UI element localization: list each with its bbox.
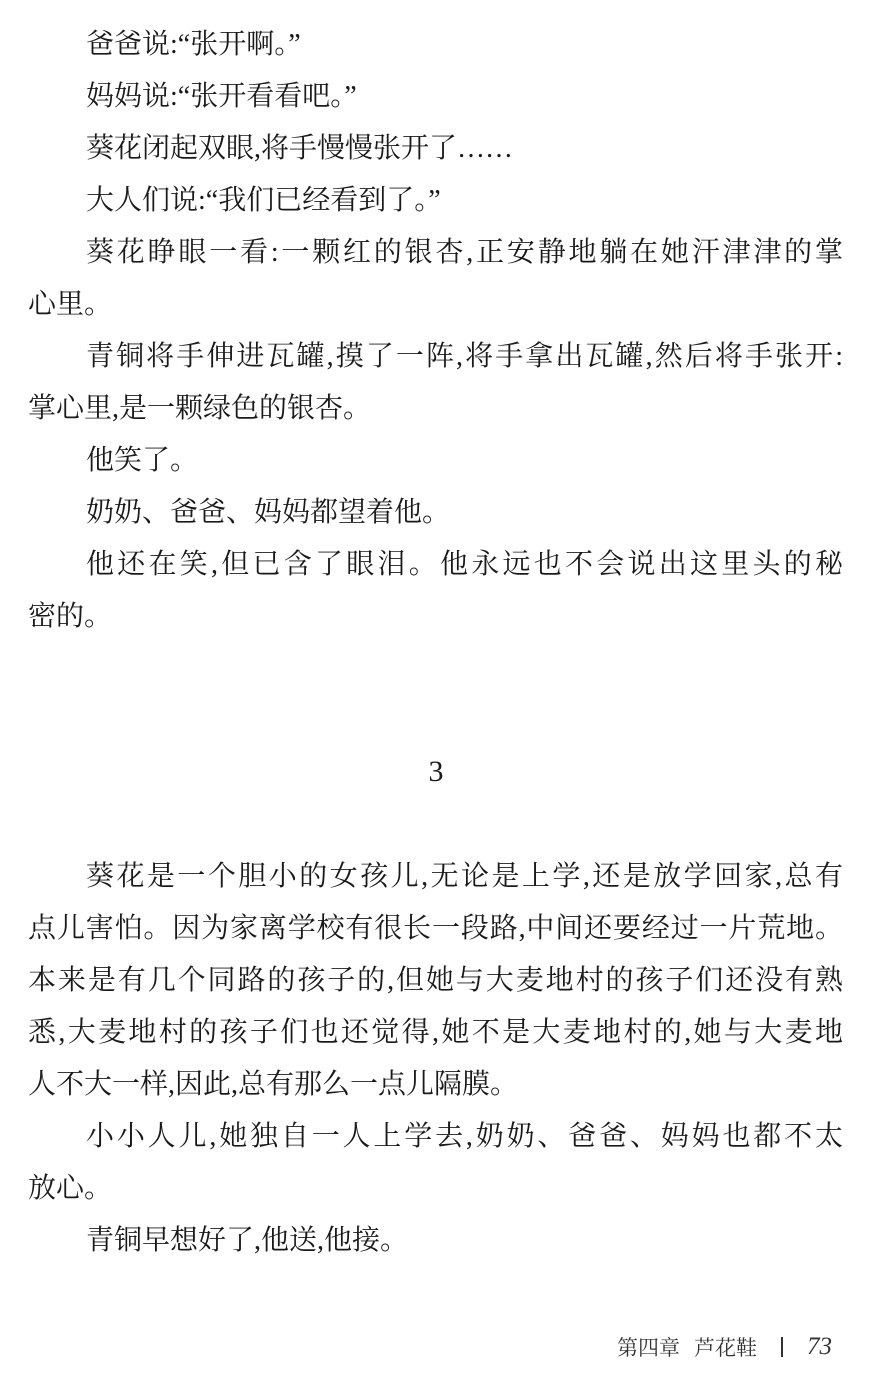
text-line: 大人们说:“我们已经看到了。” — [86, 185, 441, 216]
text-line: 密的。 — [28, 601, 113, 632]
text-line: 葵花睁眼一看:一颗红的银杏,正安静地躺在她汗津津的掌 — [86, 237, 843, 268]
text-line: 青铜将手伸进瓦罐,摸了一阵,将手拿出瓦罐,然后将手张开: — [86, 341, 843, 372]
section-1-text — [28, 19, 843, 643]
page-footer — [617, 1332, 832, 1362]
paragraph — [28, 71, 843, 123]
section-heading: 3 — [428, 755, 444, 788]
paragraph — [28, 539, 843, 643]
paragraph — [28, 1215, 843, 1267]
text-line: 心里。 — [28, 289, 113, 320]
text-line: 人不大一样,因此,总有那么一点儿隔膜。 — [28, 1069, 519, 1100]
text-line: 葵花闭起双眼,将手慢慢张开了…… — [86, 133, 514, 164]
text-line: 本来是有几个同路的孩子的,但她与大麦地村的孩子们还没有熟 — [28, 965, 843, 996]
text-line: 奶奶、爸爸、妈妈都望着他。 — [86, 497, 451, 528]
paragraph — [28, 19, 843, 71]
page-number: 73 — [807, 1333, 832, 1360]
paragraph — [28, 175, 843, 227]
text-line: 妈妈说:“张开看看吧。” — [86, 81, 357, 112]
text-line: 掌心里,是一颗绿色的银杏。 — [28, 393, 372, 424]
text-line: 葵花是一个胆小的女孩儿,无论是上学,还是放学回家,总有 — [86, 861, 843, 892]
text-line: 放心。 — [28, 1173, 113, 1204]
text-line: 小小人儿,她独自一人上学去,奶奶、爸爸、妈妈也都不太 — [86, 1121, 843, 1152]
paragraph — [28, 435, 843, 487]
text-line: 悉,大麦地村的孩子们也还觉得,她不是大麦地村的,她与大麦地 — [28, 1017, 843, 1048]
text-line: 青铜早想好了,他送,他接。 — [86, 1225, 409, 1256]
text-line: 他还在笑,但已含了眼泪。他永远也不会说出这里头的秘 — [86, 549, 843, 580]
text-line: 他笑了。 — [86, 445, 199, 476]
paragraph — [28, 227, 843, 331]
section-2-text — [28, 851, 843, 1267]
footer-chapter-title: 芦花鞋 — [694, 1336, 757, 1360]
text-line: 爸爸说:“张开啊。” — [86, 29, 301, 60]
paragraph — [28, 851, 843, 1111]
text-line: 点儿害怕。因为家离学校有很长一段路,中间还要经过一片荒地。 — [28, 913, 843, 944]
footer-divider — [781, 1337, 783, 1357]
paragraph — [28, 123, 843, 175]
paragraph — [28, 331, 843, 435]
paragraph — [28, 1111, 843, 1215]
footer-chapter: 第四章 — [617, 1336, 680, 1360]
paragraph — [28, 487, 843, 539]
